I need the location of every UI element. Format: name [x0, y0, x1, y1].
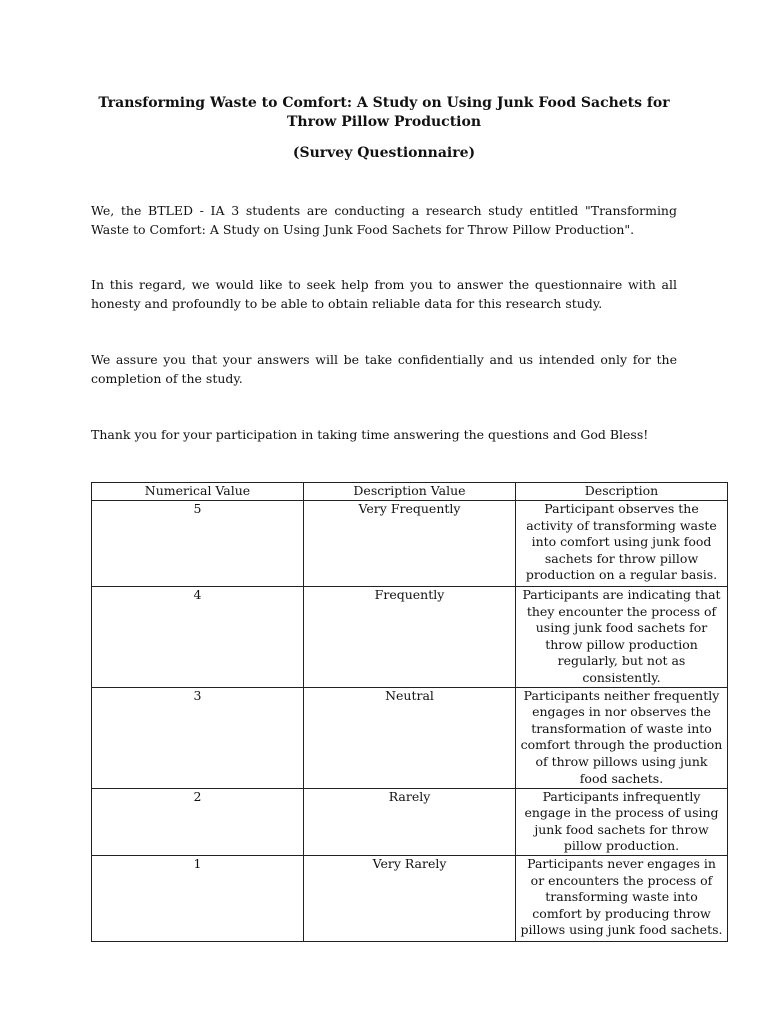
table-row [92, 501, 728, 587]
table-row [92, 855, 728, 941]
cell-description: Participants neither frequently engages in nor observes the transformation of waste into comfort through the production of throw pillows using junk food sachets. [516, 687, 728, 788]
thank-you-paragraph: Thank you for your participation in taking time answering the questions and God Bless! [91, 427, 649, 442]
table-row [92, 788, 728, 855]
cell-description: Participants are indicating that they encounter the process of using junk food sachets for throw pillow production regularly, but not as consistently. [516, 587, 728, 688]
cell-description: Participant observes the activity of transforming waste into comfort using junk food sachets for throw pillow production on a regular basis. [516, 501, 728, 587]
cell-description-value: Neutral [304, 687, 516, 788]
document-subtitle: (Survey Questionnaire) [292, 145, 476, 161]
document-title: Transforming Waste to Comfort: A Study on Using Junk Food Sachets for Throw Pillow Production [98, 95, 670, 130]
request-paragraph: In this regard, we would like to seek help from you to answer the questionnaire with all honesty and profoundly to be able to obtain reliable data for this research study. [91, 277, 677, 311]
header-description: Description [516, 483, 728, 501]
rating-scale-table [91, 482, 728, 942]
cell-numerical-value: 2 [92, 788, 304, 855]
cell-description: Participants never engages in or encounters the process of transforming waste into comfort by producing throw pillows using junk food sachets. [516, 855, 728, 941]
table-row [92, 687, 728, 788]
cell-numerical-value: 3 [92, 687, 304, 788]
cell-description-value: Rarely [304, 788, 516, 855]
cell-numerical-value: 5 [92, 501, 304, 587]
confidentiality-paragraph: We assure you that your answers will be take confidentially and us intended only for the completion of the study. [91, 352, 677, 386]
table-row [92, 587, 728, 688]
intro-paragraph: We, the BTLED - IA 3 students are conducting a research study entitled "Transforming Waste to Comfort: A Study on Using Junk Food Sachets for Throw Pillow Production". [91, 203, 677, 237]
cell-numerical-value: 4 [92, 587, 304, 688]
cell-description: Participants infrequently engage in the process of using junk food sachets for throw pillow production. [516, 788, 728, 855]
header-description-value: Description Value [304, 483, 516, 501]
table-header-row [92, 483, 728, 501]
cell-description-value: Very Rarely [304, 855, 516, 941]
cell-description-value: Very Frequently [304, 501, 516, 587]
cell-description-value: Frequently [304, 587, 516, 688]
cell-numerical-value: 1 [92, 855, 304, 941]
header-numerical-value: Numerical Value [92, 483, 304, 501]
